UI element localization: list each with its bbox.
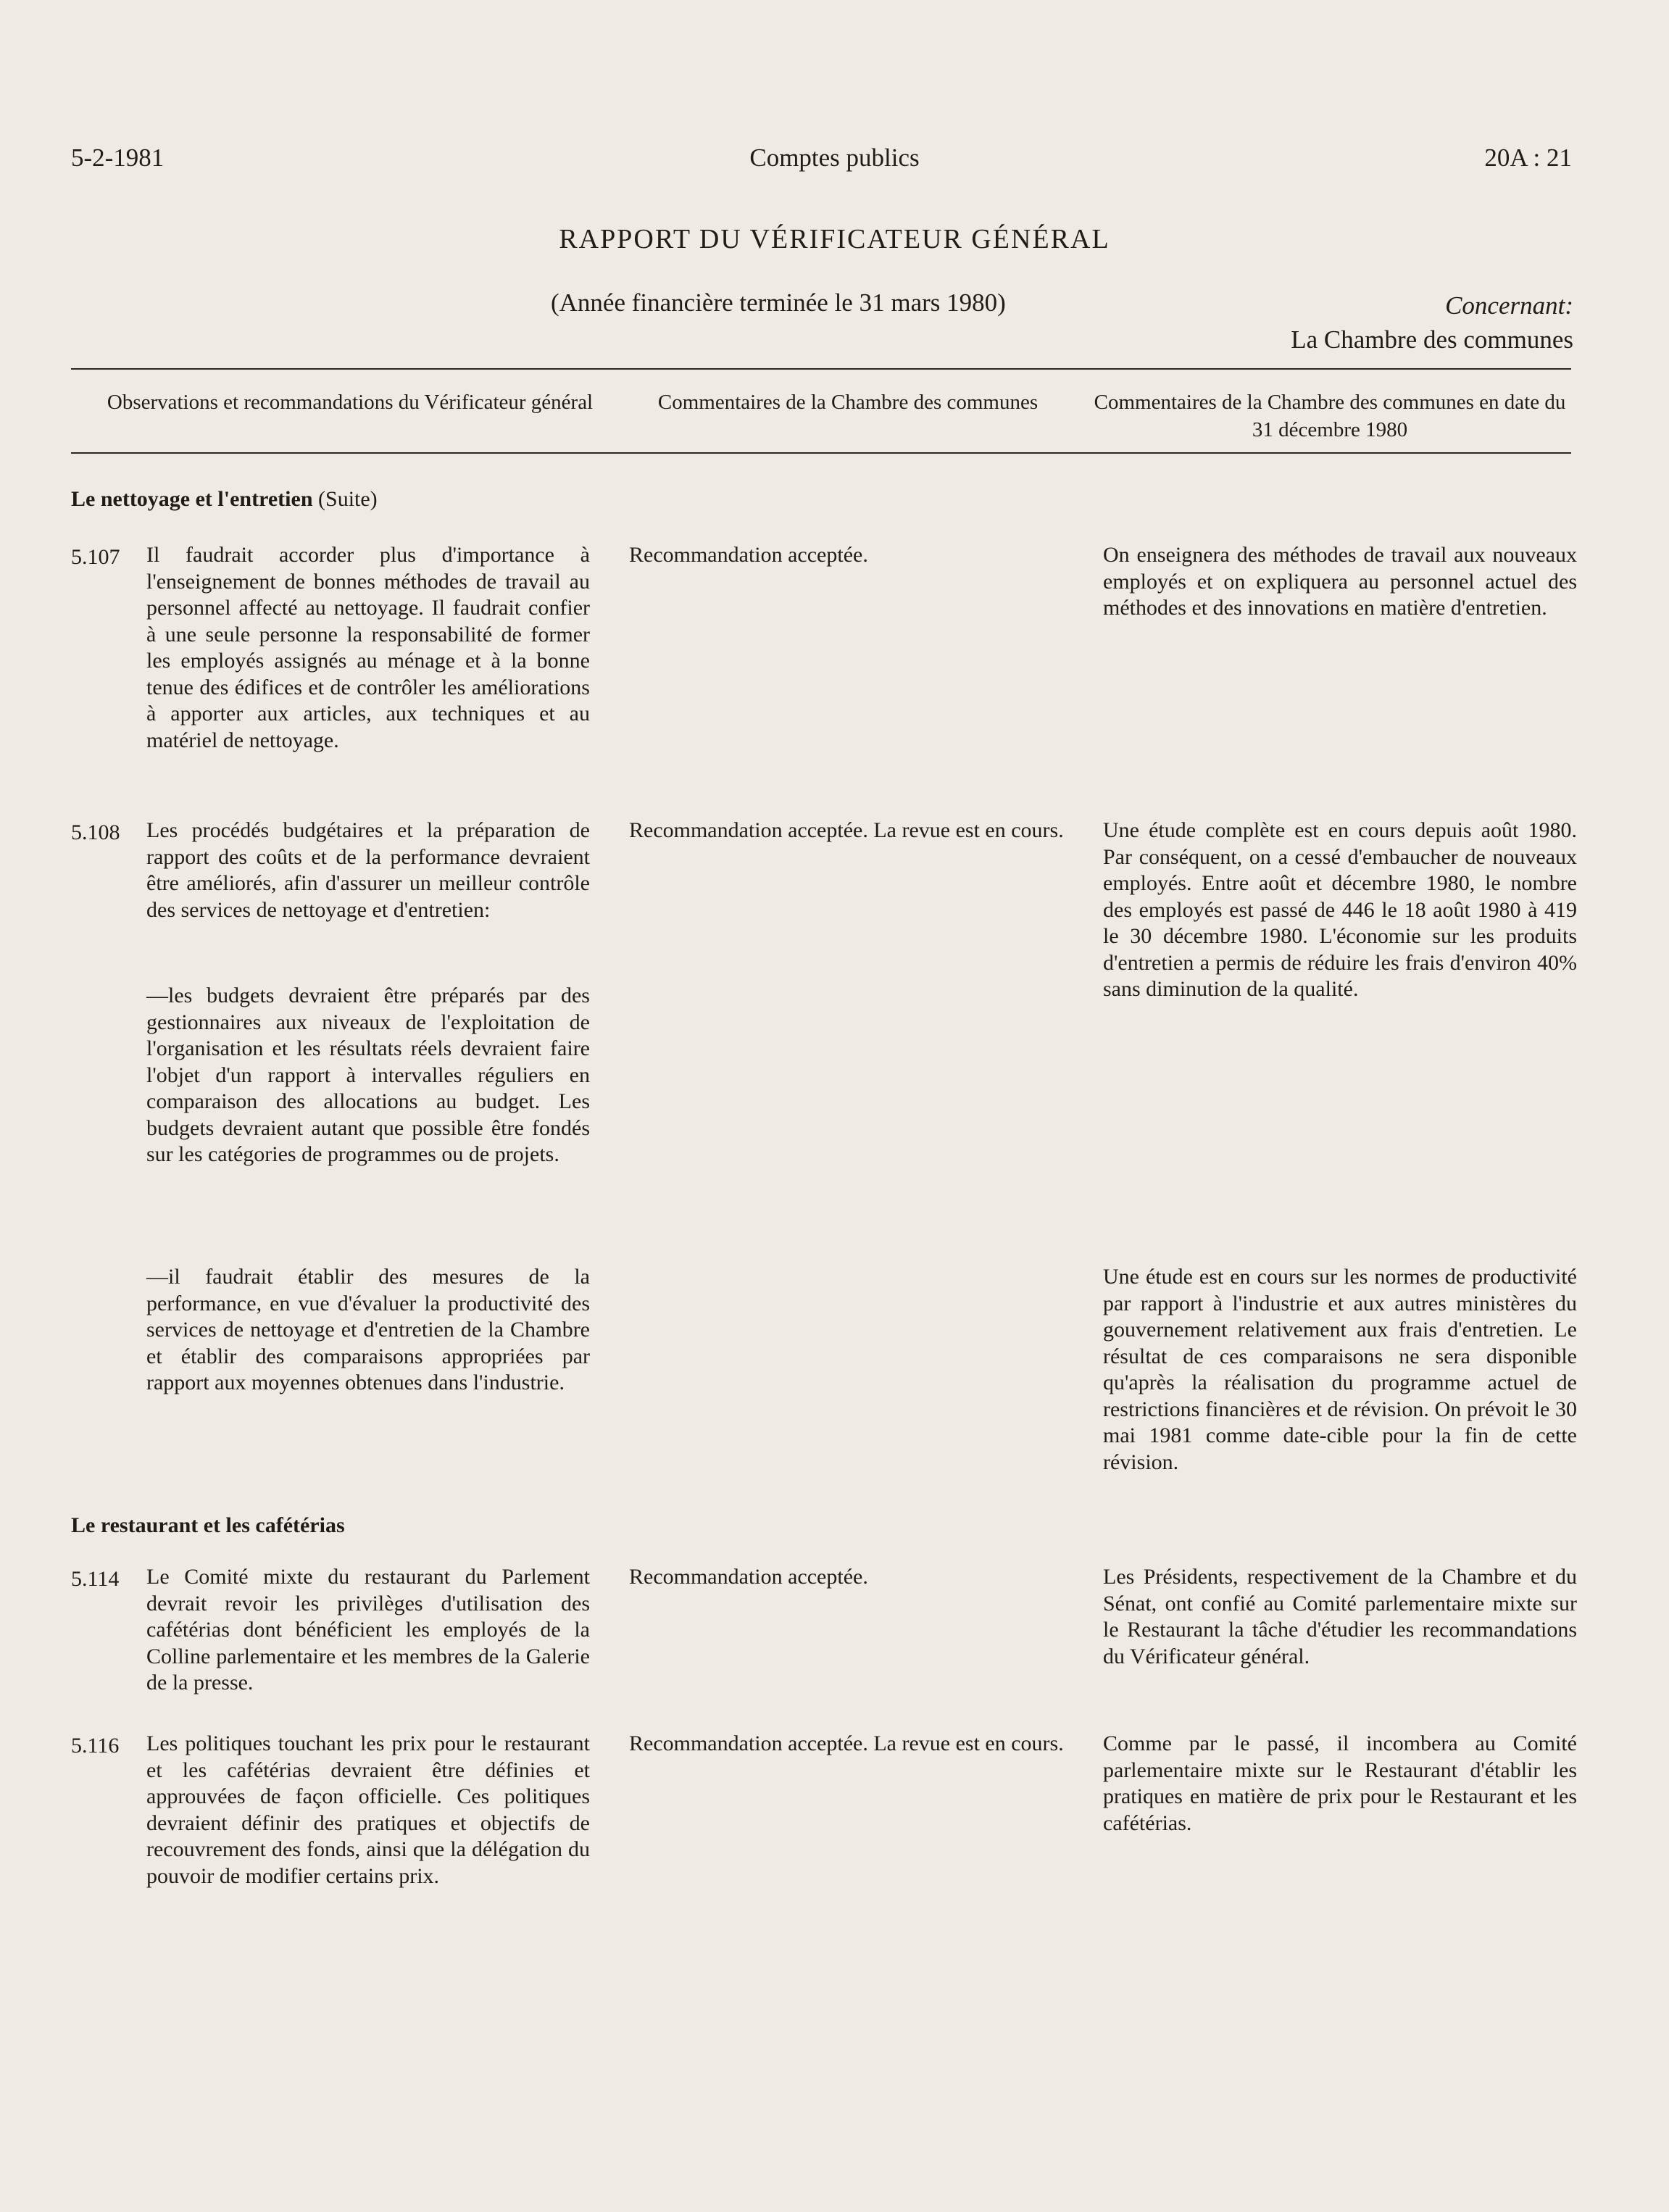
section-title: Le nettoyage et l'entretien <box>71 487 313 511</box>
column-header-observations: Observations et recommandations du Vérificateur général <box>107 391 594 414</box>
observation-5108-budgets: —les budgets devraient être préparés par des gestionnaires aux niveaux de l'exploitation de l'organisation et les résultats réels devraient faire l'objet d'un rapport à intervalles réguliers en comparaison des allocations au budget. Les budgets devraient autant que possible être fondés sur les catégories de programmes ou de projets. <box>146 984 590 1166</box>
observation-5107: Il faudrait accorder plus d'importance à l'enseignement de bonnes méthodes de travail au personnel affecté au nettoyage. Il faudrait confier à une seule personne la responsabilité de former les employés assignés au ménage et à la bonne tenue des édifices et de contrôler les améliorations à apporter aux articles, aux techniques et au matériel de nettoyage. <box>146 543 590 752</box>
report-subtitle: (Année financière terminée le 31 mars 1980) <box>551 288 1006 317</box>
section-suffix: (Suite) <box>312 487 378 511</box>
observation-5108: Les procédés budgétaires et la préparation de rapport des coûts et de la performance devraient être améliorés, afin d'assurer un meilleur contrôle des services de nettoyage et d'entretien: <box>146 818 590 922</box>
item-number-5114: 5.114 <box>71 1567 120 1591</box>
update-5108-study: Une étude est en cours sur les normes de productivité par rapport à l'industrie et aux autres ministères du gouvernement relativement aux frais d'entretien. Le résultat de ces comparaisons ne sera disponible qu'après la réalisation du programme actuel de restrictions financières et de révision. On prévoit le 30 mai 1981 comme date-cible pour la fin de cette révision. <box>1103 1265 1577 1474</box>
concerning-label: Concernant: <box>1445 291 1573 320</box>
concerning-value: La Chambre des communes <box>1291 325 1573 354</box>
item-number-5116: 5.116 <box>71 1734 120 1758</box>
column-header-comments: Commentaires de la Chambre des communes <box>657 391 1039 414</box>
report-title: RAPPORT DU VÉRIFICATEUR GÉNÉRAL <box>559 224 1110 254</box>
comment-5116: Recommandation acceptée. La revue est en cours. <box>629 1731 1064 1755</box>
observation-5108-performance: —il faudrait établir des mesures de la performance, en vue d'évaluer la productivité des services de nettoyage et d'entretien de la Chambre et établir des comparaisons appropriées par rapport aux moyennes obtenues dans l'industrie. <box>146 1265 590 1394</box>
column-header-comments-dated: Commentaires de la Chambre des communes en date du 31 décembre 1980 <box>1094 391 1566 441</box>
header-publication: Comptes publics <box>749 144 920 172</box>
comment-5114: Recommandation acceptée. <box>629 1565 868 1589</box>
item-number-5107: 5.107 <box>71 545 120 569</box>
header-date: 5-2-1981 <box>71 144 165 172</box>
update-5108: Une étude complète est en cours depuis août 1980. Par conséquent, on a cessé d'embaucher de nouveaux employés. Entre août et décembre 1980, le nombre des employés est passé de 446 le 18 août 1980 à 419 le 30 décembre 1980. L'économie sur les produits d'entretien a permis de réduire les frais d'environ 40% sans diminution de la qualité. <box>1103 818 1577 1001</box>
concerning-block <box>1291 288 1573 357</box>
comment-5108: Recommandation acceptée. La revue est en cours. <box>629 818 1064 842</box>
comment-5107: Recommandation acceptée. <box>629 543 868 567</box>
divider-top <box>71 368 1571 370</box>
section-heading-nettoyage <box>71 487 378 512</box>
header-page-number: 20A : 21 <box>1484 144 1572 172</box>
update-5107: On enseignera des méthodes de travail aux nouveaux employés et on expliquera au personnel actuel des méthodes et des innovations en matière d'entretien. <box>1103 543 1577 620</box>
divider-header <box>71 452 1571 454</box>
update-5114: Les Présidents, respectivement de la Chambre et du Sénat, ont confié au Comité parlementaire mixte sur le Restaurant la tâche d'étudier les recommandations du Vérificateur général. <box>1103 1565 1577 1668</box>
item-number-5108: 5.108 <box>71 820 120 844</box>
section-heading-restaurant: Le restaurant et les cafétérias <box>71 1513 345 1537</box>
observation-5116: Les politiques touchant les prix pour le restaurant et les cafétérias devraient être définies et approuvées de façon officielle. Ces politiques devraient définir des pratiques et objectifs de recouvrement des fonds, ainsi que la délégation du pouvoir de modifier certains prix. <box>146 1731 590 1888</box>
observation-5114: Le Comité mixte du restaurant du Parlement devrait revoir les privilèges d'utilisation des cafétérias dont bénéficient les employés de la Colline parlementaire et les membres de la Galerie de la presse. <box>146 1565 590 1695</box>
update-5116: Comme par le passé, il incombera au Comité parlementaire mixte sur le Restaurant d'établir les pratiques en matière de prix pour le Restaurant et les cafétérias. <box>1103 1731 1577 1835</box>
